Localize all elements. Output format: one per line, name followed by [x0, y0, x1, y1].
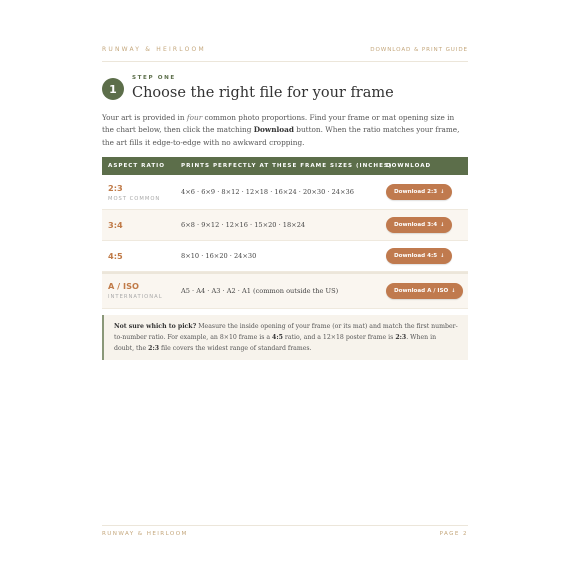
table-row-4-5 [102, 241, 468, 272]
callout-bold-1: 4:5 [272, 334, 283, 342]
intro-text-3: button. When the ratio matches your frame, the art fills it edge-to-edge with no awkward cropping. [102, 125, 460, 147]
callout-text-3: . When in doubt, the [114, 334, 437, 353]
download-button-label: Download 3:4 [394, 222, 438, 228]
download-button-label: Download 2:3 [394, 189, 438, 195]
header-download: DOWNLOAD [386, 163, 432, 169]
table-row-3-4 [102, 210, 468, 241]
intro-text-1: Your art is provided in [102, 113, 187, 122]
header-doc-title: DOWNLOAD & PRINT GUIDE [370, 46, 468, 53]
tip-callout [102, 315, 468, 360]
download-arrow-icon: ↓ [440, 222, 445, 228]
table-header [102, 157, 468, 175]
ratio-sublabel: INTERNATIONAL [108, 294, 163, 300]
ratio-label: 3:4 [108, 220, 123, 230]
frame-sizes: 6×8 · 9×12 · 12×16 · 15×20 · 18×24 [181, 221, 306, 229]
header-brand: RUNWAY & HEIRLOOM [102, 46, 206, 53]
table-row-a-iso [102, 272, 468, 309]
download-arrow-icon: ↓ [451, 288, 456, 294]
callout-lead: Not sure which to pick? [114, 323, 197, 330]
intro-text-2: common photo proportions. Find your frame or mat opening size in the chart below, then click the matching [102, 113, 455, 135]
page-footer [102, 531, 468, 537]
download-arrow-icon: ↓ [440, 253, 445, 259]
step-title: Choose the right file for your frame [132, 85, 394, 101]
frame-sizes: 8×10 · 16×20 · 24×30 [181, 252, 257, 260]
header-aspect-ratio: ASPECT RATIO [108, 163, 166, 169]
callout-text-2: ratio, and a 12×18 poster frame is [282, 334, 396, 342]
ratio-label: 4:5 [108, 251, 123, 261]
table-row-2-3 [102, 175, 468, 210]
download-button-label: Download A / ISO [394, 288, 449, 294]
download-3-4-button[interactable] [386, 217, 452, 233]
download-a-iso-button[interactable] [386, 283, 463, 299]
intro-bold-word: Download [253, 125, 294, 135]
download-button-label: Download 4:5 [394, 253, 438, 259]
intro-paragraph [102, 112, 468, 149]
callout-bold-2: 2:3 [395, 334, 407, 342]
ratio-table [102, 157, 468, 309]
page-number: PAGE 2 [439, 531, 468, 537]
page-header [102, 46, 468, 53]
step-number-badge: 1 [102, 78, 124, 100]
download-4-5-button[interactable] [386, 248, 452, 264]
header-divider [102, 61, 468, 62]
footer-brand: RUNWAY & HEIRLOOM [102, 531, 188, 537]
frame-sizes: A5 · A4 · A3 · A2 · A1 (common outside the US) [181, 287, 339, 295]
header-frame-sizes: PRINTS PERFECTLY AT THESE FRAME SIZES (INCHES) [181, 163, 393, 169]
ratio-sublabel: MOST COMMON [108, 196, 161, 202]
download-arrow-icon: ↓ [440, 189, 445, 195]
footer-divider [102, 525, 468, 526]
callout-text-1: Measure the inside opening of your frame (or its mat) and match the first number-to-number ratio. For example, an 8×10 frame is a [114, 323, 458, 342]
callout-text-4: file covers the widest range of standard frames. [159, 345, 312, 353]
frame-sizes: 4×6 · 6×9 · 8×12 · 12×18 · 16×24 · 20×30 · 24×36 [181, 188, 354, 196]
callout-bold-3: 2:3 [148, 345, 160, 353]
intro-script-word: four [186, 113, 203, 122]
download-2-3-button[interactable] [386, 184, 452, 200]
step-label: STEP ONE [132, 75, 176, 81]
ratio-label: 2:3 [108, 183, 123, 193]
page [102, 0, 468, 570]
ratio-label: A / ISO [108, 281, 139, 291]
